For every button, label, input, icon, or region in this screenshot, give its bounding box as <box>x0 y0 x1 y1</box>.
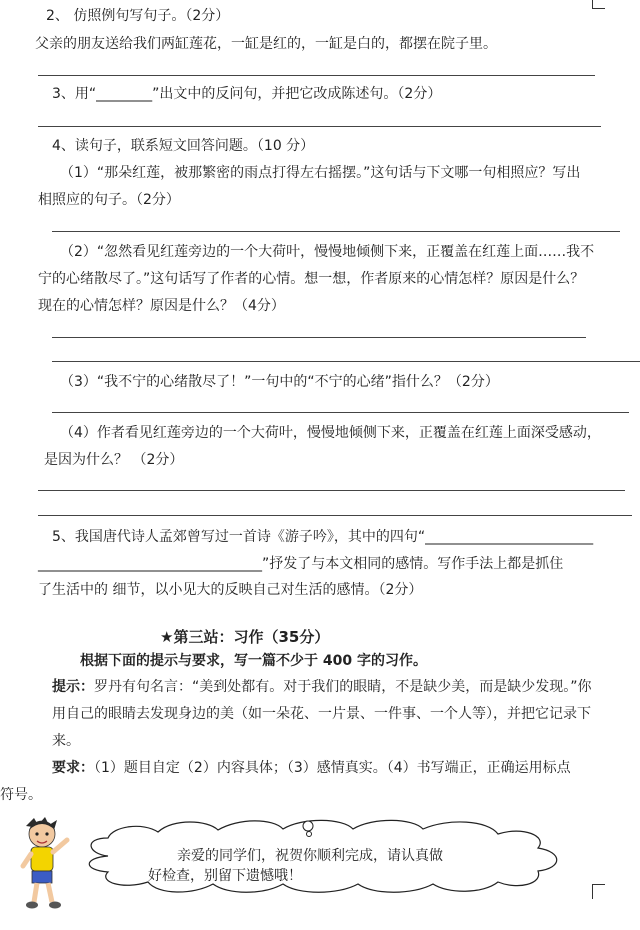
requirements-label: 要求： <box>52 760 94 776</box>
crop-mark-top-right <box>592 0 605 9</box>
q5-line3: 了生活中的 细节，以小见大的反映自己对生活的感情。（2分） <box>38 582 423 598</box>
answer-line[interactable] <box>52 361 640 362</box>
q4-sub2-line2: 宁的心绪散尽了。”这句话写了作者的心情。想一想，作者原来的心情怎样？原因是什么？ <box>38 271 585 287</box>
cloud-line1: 亲爱的同学们，祝贺你顺利完成，请认真做 <box>177 848 443 864</box>
crop-mark-bottom-right <box>592 884 605 899</box>
requirements-line1: （1）题目自定（2）内容具体；（3）感情真实。（4）书写端正，正确运用标点 <box>94 760 571 776</box>
section3-title: ★第三站：习作（35分） <box>160 628 330 646</box>
q5-line2: ________________________________”抒发了与本文相同的感情。写作手法上都是抓住 <box>38 556 564 572</box>
answer-line[interactable] <box>52 412 629 413</box>
q4-sub1-line1: （1）“那朵红莲，被那繁密的雨点打得左右摇摆。”这句话与下文哪一句相照应？写出 <box>60 165 581 181</box>
answer-line[interactable] <box>38 75 595 76</box>
answer-line[interactable] <box>52 337 586 338</box>
hint-line2: 用自己的眼睛去发现身边的美（如一朵花、一片景、一件事、一个人等），并把它记录下 <box>52 706 591 722</box>
q4-sub2-line3: 现在的心情怎样？原因是什么？（4分） <box>38 298 285 314</box>
q2-example: 父亲的朋友送给我们两缸莲花，一缸是红的，一缸是白的，都摆在院子里。 <box>35 36 497 52</box>
q4-title: 4、读句子，联系短文回答问题。（10 分） <box>52 138 315 154</box>
answer-line[interactable] <box>38 515 632 516</box>
hint-label: 提示： <box>52 679 94 695</box>
section3-subtitle: 根据下面的提示与要求，写一篇不少于 400 字的习作。 <box>80 653 427 669</box>
q4-sub2-line1: （2）“忽然看见红莲旁边的一个大荷叶，慢慢地倾侧下来，正覆盖在红莲上面……我不 <box>60 244 595 260</box>
q4-sub4-line2: 是因为什么？ （2分） <box>44 452 184 468</box>
answer-line[interactable] <box>38 126 601 127</box>
hint-line3: 来。 <box>52 733 80 749</box>
q4-sub1-line2: 相照应的句子。（2分） <box>38 192 180 208</box>
q5-line1: 5、我国唐代诗人孟郊曾写过一首诗《游子吟》，其中的四句“________________________ <box>52 529 594 545</box>
cartoon-boy-illustration <box>12 816 72 916</box>
q4-sub3-line1: （3）“我不宁的心绪散尽了！”一句中的“不宁的心绪”指什么？（2分） <box>60 374 499 390</box>
answer-line[interactable] <box>38 490 625 491</box>
q4-sub4-line1: （4）作者看见红莲旁边的一个大荷叶，慢慢地倾侧下来，正覆盖在红莲上面深受感动， <box>60 425 601 441</box>
requirements-line2: 符号。 <box>0 787 42 803</box>
cloud-line2: 好检查，别留下遗憾哦！ <box>148 868 302 884</box>
answer-line[interactable] <box>52 231 620 232</box>
q3-title: 3、用“________”出文中的反问句，并把它改成陈述句。（2分） <box>52 86 442 102</box>
q2-title: 2、 仿照例句写句子。（2分） <box>46 8 230 24</box>
hint-line1: 罗丹有句名言：“美到处都有。对于我们的眼睛，不是缺少美，而是缺少发现。”你 <box>94 679 592 695</box>
